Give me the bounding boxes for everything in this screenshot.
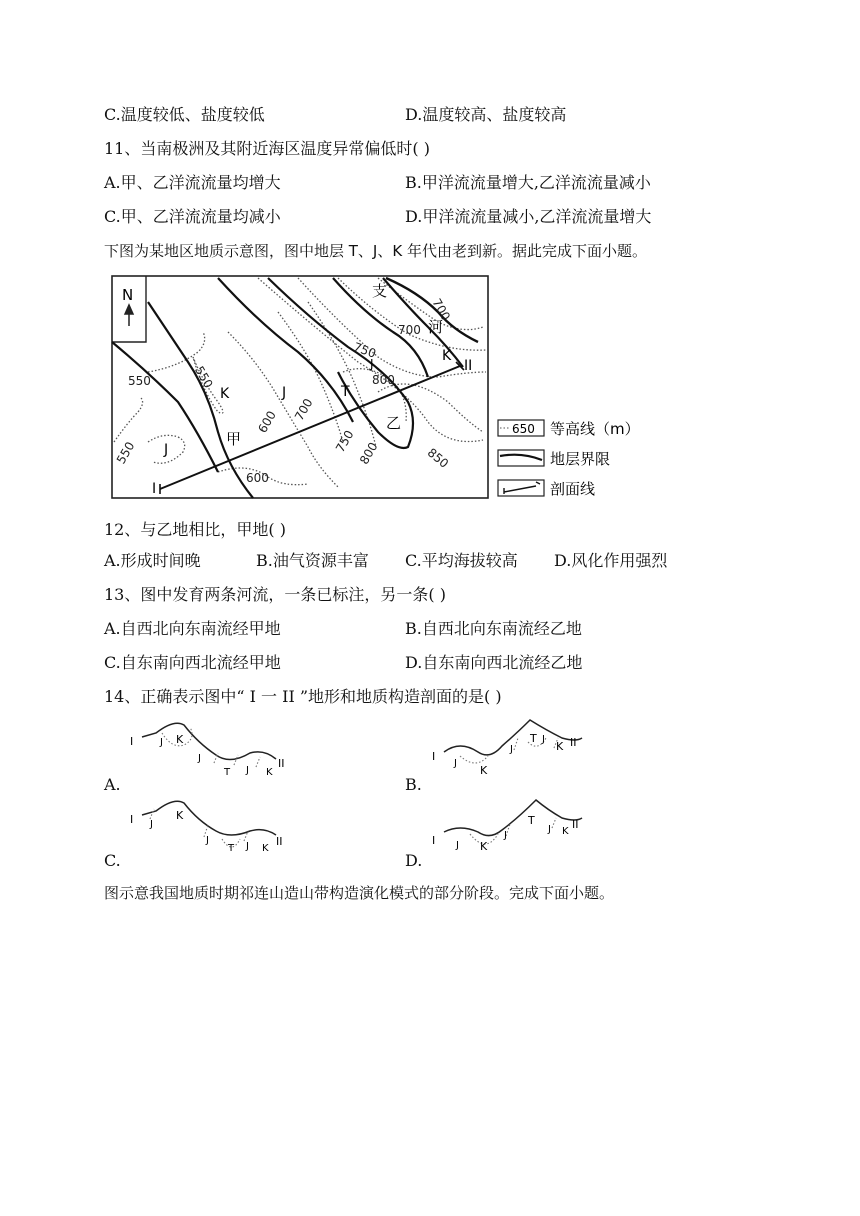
svg-text:K: K xyxy=(266,767,273,778)
svg-text:J: J xyxy=(160,737,163,748)
svg-text:J: J xyxy=(510,744,513,755)
profile-b xyxy=(430,712,600,782)
svg-text:T: T xyxy=(224,767,231,778)
svg-text:T: T xyxy=(530,732,537,745)
svg-text:600: 600 xyxy=(246,471,269,485)
svg-text:700: 700 xyxy=(398,323,421,337)
svg-text:550: 550 xyxy=(128,374,151,388)
map-legend xyxy=(498,420,640,498)
svg-text:K: K xyxy=(480,840,488,853)
svg-text:J: J xyxy=(246,765,249,776)
svg-text:J: J xyxy=(454,758,457,769)
svg-text:K: K xyxy=(562,826,569,837)
svg-text:700: 700 xyxy=(429,296,454,324)
river-label-2: 河 xyxy=(428,318,444,336)
stratum-j-east: J xyxy=(370,357,374,371)
legend-contour-sample: 650 xyxy=(512,422,535,436)
profile-a xyxy=(126,715,296,785)
svg-text:J: J xyxy=(198,753,201,764)
yi-label: 乙 xyxy=(386,414,402,432)
svg-text:II: II xyxy=(276,835,283,848)
q12-option-a: A.形成时间晚 xyxy=(104,551,201,570)
svg-text:700: 700 xyxy=(291,396,316,423)
q14-stem: 14、正确表示图中“ I 一 II ”地形和地质构造剖面的是( ) xyxy=(104,687,502,706)
svg-text:750: 750 xyxy=(332,427,357,455)
section-start-label: I xyxy=(152,481,157,497)
stratum-boundaries xyxy=(112,278,463,498)
q12-option-b: B.油气资源丰富 xyxy=(256,551,369,570)
map-frame xyxy=(112,276,488,498)
svg-text:750: 750 xyxy=(351,339,378,361)
svg-text:K: K xyxy=(262,843,269,854)
svg-text:850: 850 xyxy=(424,445,452,471)
q13-option-d: D.自东南向西北流经乙地 xyxy=(405,653,583,672)
stratum-k-west: K xyxy=(220,386,230,402)
jia-label: 甲 xyxy=(226,430,242,448)
svg-text:800: 800 xyxy=(372,373,395,387)
svg-text:I: I xyxy=(432,834,436,847)
q10-option-c: C.温度较低、盐度较低 xyxy=(104,105,265,124)
north-label: N xyxy=(122,286,134,304)
q13-option-c: C.自东南向西北流经甲地 xyxy=(104,653,281,672)
svg-text:I: I xyxy=(432,750,436,763)
stratum-j-center: J xyxy=(282,385,287,401)
q11-option-b: B.甲洋流流量增大,乙洋流流量减小 xyxy=(405,173,651,192)
svg-text:J: J xyxy=(246,841,249,852)
svg-text:J: J xyxy=(456,840,459,851)
map-intro: 下图为某地区地质示意图，图中地层 T、J、K 年代由老到新。据此完成下面小题。 xyxy=(104,242,647,260)
q14-option-b: B. xyxy=(405,775,422,794)
q12-option-c: C.平均海拔较高 xyxy=(405,551,518,570)
svg-text:550: 550 xyxy=(192,363,216,391)
stratum-t: T xyxy=(341,384,350,400)
q11-option-d: D.甲洋流流量减小,乙洋流流量增大 xyxy=(405,207,652,226)
q14-option-c: C. xyxy=(104,851,121,870)
svg-text:T: T xyxy=(228,843,235,854)
river-label-1: 支 xyxy=(372,282,388,300)
profile-d xyxy=(430,792,600,862)
q12-stem: 12、与乙地相比，甲地( ) xyxy=(104,520,286,539)
svg-text:K: K xyxy=(176,733,184,746)
svg-text:T: T xyxy=(528,814,535,827)
svg-text:J: J xyxy=(542,734,545,745)
svg-text:I: I xyxy=(130,813,134,826)
svg-text:800: 800 xyxy=(356,439,381,467)
svg-text:II: II xyxy=(572,818,579,831)
q11-option-c: C.甲、乙洋流流量均减小 xyxy=(104,207,281,226)
svg-text:K: K xyxy=(176,809,184,822)
svg-text:II: II xyxy=(570,736,577,749)
q14-option-a: A. xyxy=(104,775,121,794)
svg-text:J: J xyxy=(504,830,507,841)
svg-text:J: J xyxy=(150,819,153,830)
svg-text:II: II xyxy=(278,757,285,770)
next-intro: 图示意我国地质时期祁连山造山带构造演化模式的部分阶段。完成下面小题。 xyxy=(104,884,615,902)
legend-boundary-label: 地层界限 xyxy=(550,450,611,468)
svg-text:I: I xyxy=(130,735,134,748)
section-end-label: II xyxy=(464,358,473,374)
north-arrow-icon xyxy=(125,305,133,326)
profile-c xyxy=(126,795,296,865)
svg-text:J: J xyxy=(206,835,209,846)
q13-option-b: B.自西北向东南流经乙地 xyxy=(405,619,582,638)
q12-option-d: D.风化作用强烈 xyxy=(554,551,668,570)
legend-contour-label: 等高线（m） xyxy=(550,420,640,438)
svg-text:600: 600 xyxy=(255,408,279,436)
legend-section-label: 剖面线 xyxy=(550,480,596,498)
q10-option-d: D.温度较高、盐度较高 xyxy=(405,105,567,124)
svg-text:J: J xyxy=(548,824,551,835)
q11-stem: 11、当南极洲及其附近海区温度异常偏低时( ) xyxy=(104,139,430,158)
q13-stem: 13、图中发育两条河流，一条已标注，另一条( ) xyxy=(104,585,446,604)
stratum-k-east: K xyxy=(442,348,452,364)
geological-map xyxy=(108,272,648,504)
q13-option-a: A.自西北向东南流经甲地 xyxy=(104,619,281,638)
svg-text:550: 550 xyxy=(113,439,138,467)
q14-option-d: D. xyxy=(405,851,423,870)
stratum-j-southwest: J xyxy=(164,442,169,458)
svg-text:K: K xyxy=(480,764,488,777)
q11-option-a: A.甲、乙洋流流量均增大 xyxy=(104,173,281,192)
svg-text:K: K xyxy=(556,740,564,753)
